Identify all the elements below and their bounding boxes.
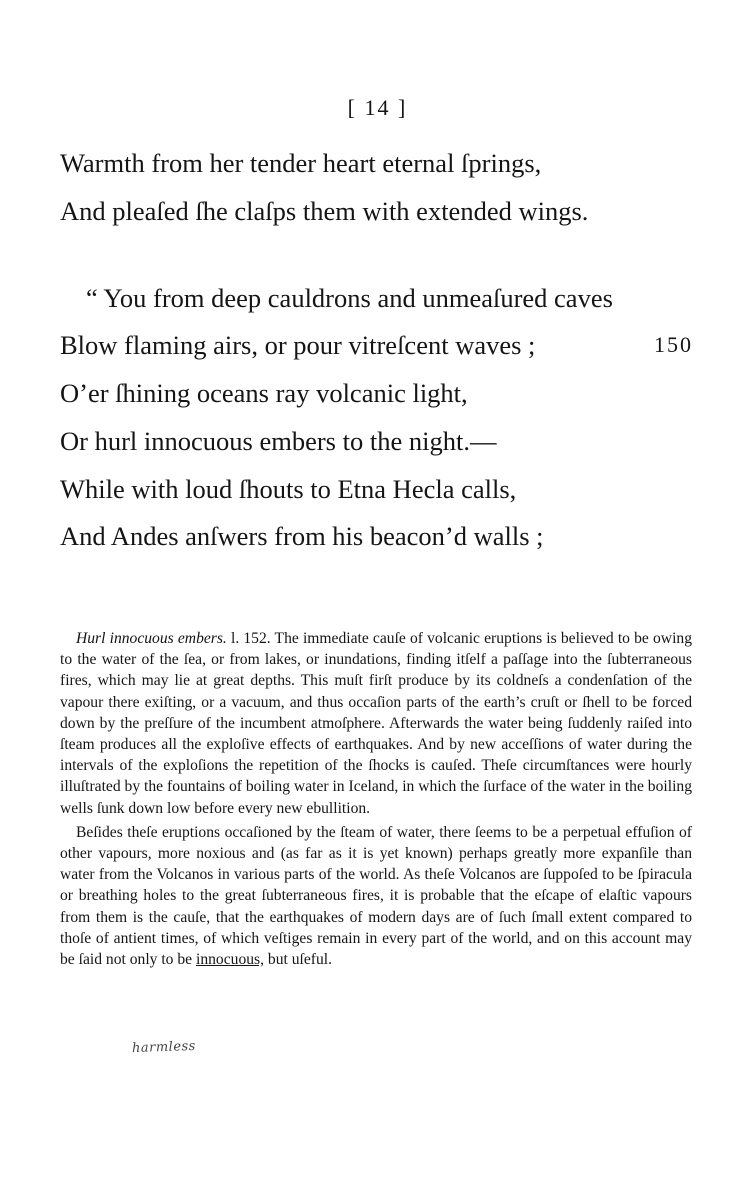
line-number: 150 xyxy=(654,332,693,357)
note-lemma: Hurl innocuous embers. xyxy=(76,630,227,647)
verse-line-text: Blow flaming airs, or pour vitreſcent waves ; xyxy=(60,330,536,360)
footnote-paragraph xyxy=(60,822,692,970)
page-number: [ 14 ] xyxy=(347,95,408,120)
handwritten-annotation: harmless xyxy=(131,1038,197,1057)
verse-line-text: And pleaſed ſhe claſps them with extended wings. xyxy=(60,196,589,226)
note-body-end: but uſeful. xyxy=(264,951,333,969)
underlined-word: innocuous, xyxy=(196,951,265,969)
verse-line-text: O’er ſhining oceans ray volcanic light, xyxy=(60,378,468,408)
verse-line-text: “ You from deep cauldrons and unmeaſured caves xyxy=(86,283,613,313)
note-body: Beſides theſe eruptions occaſioned by the ſteam of water, there ſeems to be a perpetual effuſion of other vapours, more noxious and (as far as it is yet known) perhaps greatly more expanſile than water from the Volcanos in various parts of the world. As theſe Volcanos are ſuppoſed to be ſpiracula or breathing holes to the great ſubterraneous fires, it is probable that the eſcape of elaſtic vapours from them is the cauſe, that the earthquakes of modern days are of ſuch ſmall extent compared to thoſe of antient times, of which veſtiges remain in every part of the world, and on this account may be ſaid not only to be xyxy=(60,823,692,969)
verse-line-text: Or hurl innocuous embers to the night.— xyxy=(60,426,497,456)
verse-line-text: While with loud ſhouts to Etna Hecla calls, xyxy=(60,474,517,504)
note-body: The immediate cauſe of volcanic eruptions is believed to be owing to the water of the ſea, or from lakes, or inundations, finding itſelf a paſſage into the ſubterraneous fires, which may lie at great depths. This muſt firſt produce by its coldneſs a condenſation of the vapour there exiſting, or a vacuum, and thus occaſion parts of the earth’s cruſt or ſhell to be forced down by the preſſure of the incumbent atmoſphere. Afterwards the water being ſuddenly raiſed into ſteam produces all the exploſive effects of earthquakes. And by new acceſſions of water during the intervals of the exploſions the repetition of the ſhocks is cauſed. Theſe circumſtances were hourly illuſtrated by the fountains of boiling water in Iceland, in which the ſurface of the water in the boiling wells ſunk down low before every new ebullition. xyxy=(60,630,692,817)
verse-line-text: And Andes anſwers from his beacon’d walls ; xyxy=(60,521,544,551)
verse-line-text: Warmth from her tender heart eternal ſprings, xyxy=(60,148,542,178)
note-reference: l. 152. xyxy=(226,630,275,647)
footnote-paragraph xyxy=(60,628,692,819)
footnote xyxy=(60,628,692,970)
